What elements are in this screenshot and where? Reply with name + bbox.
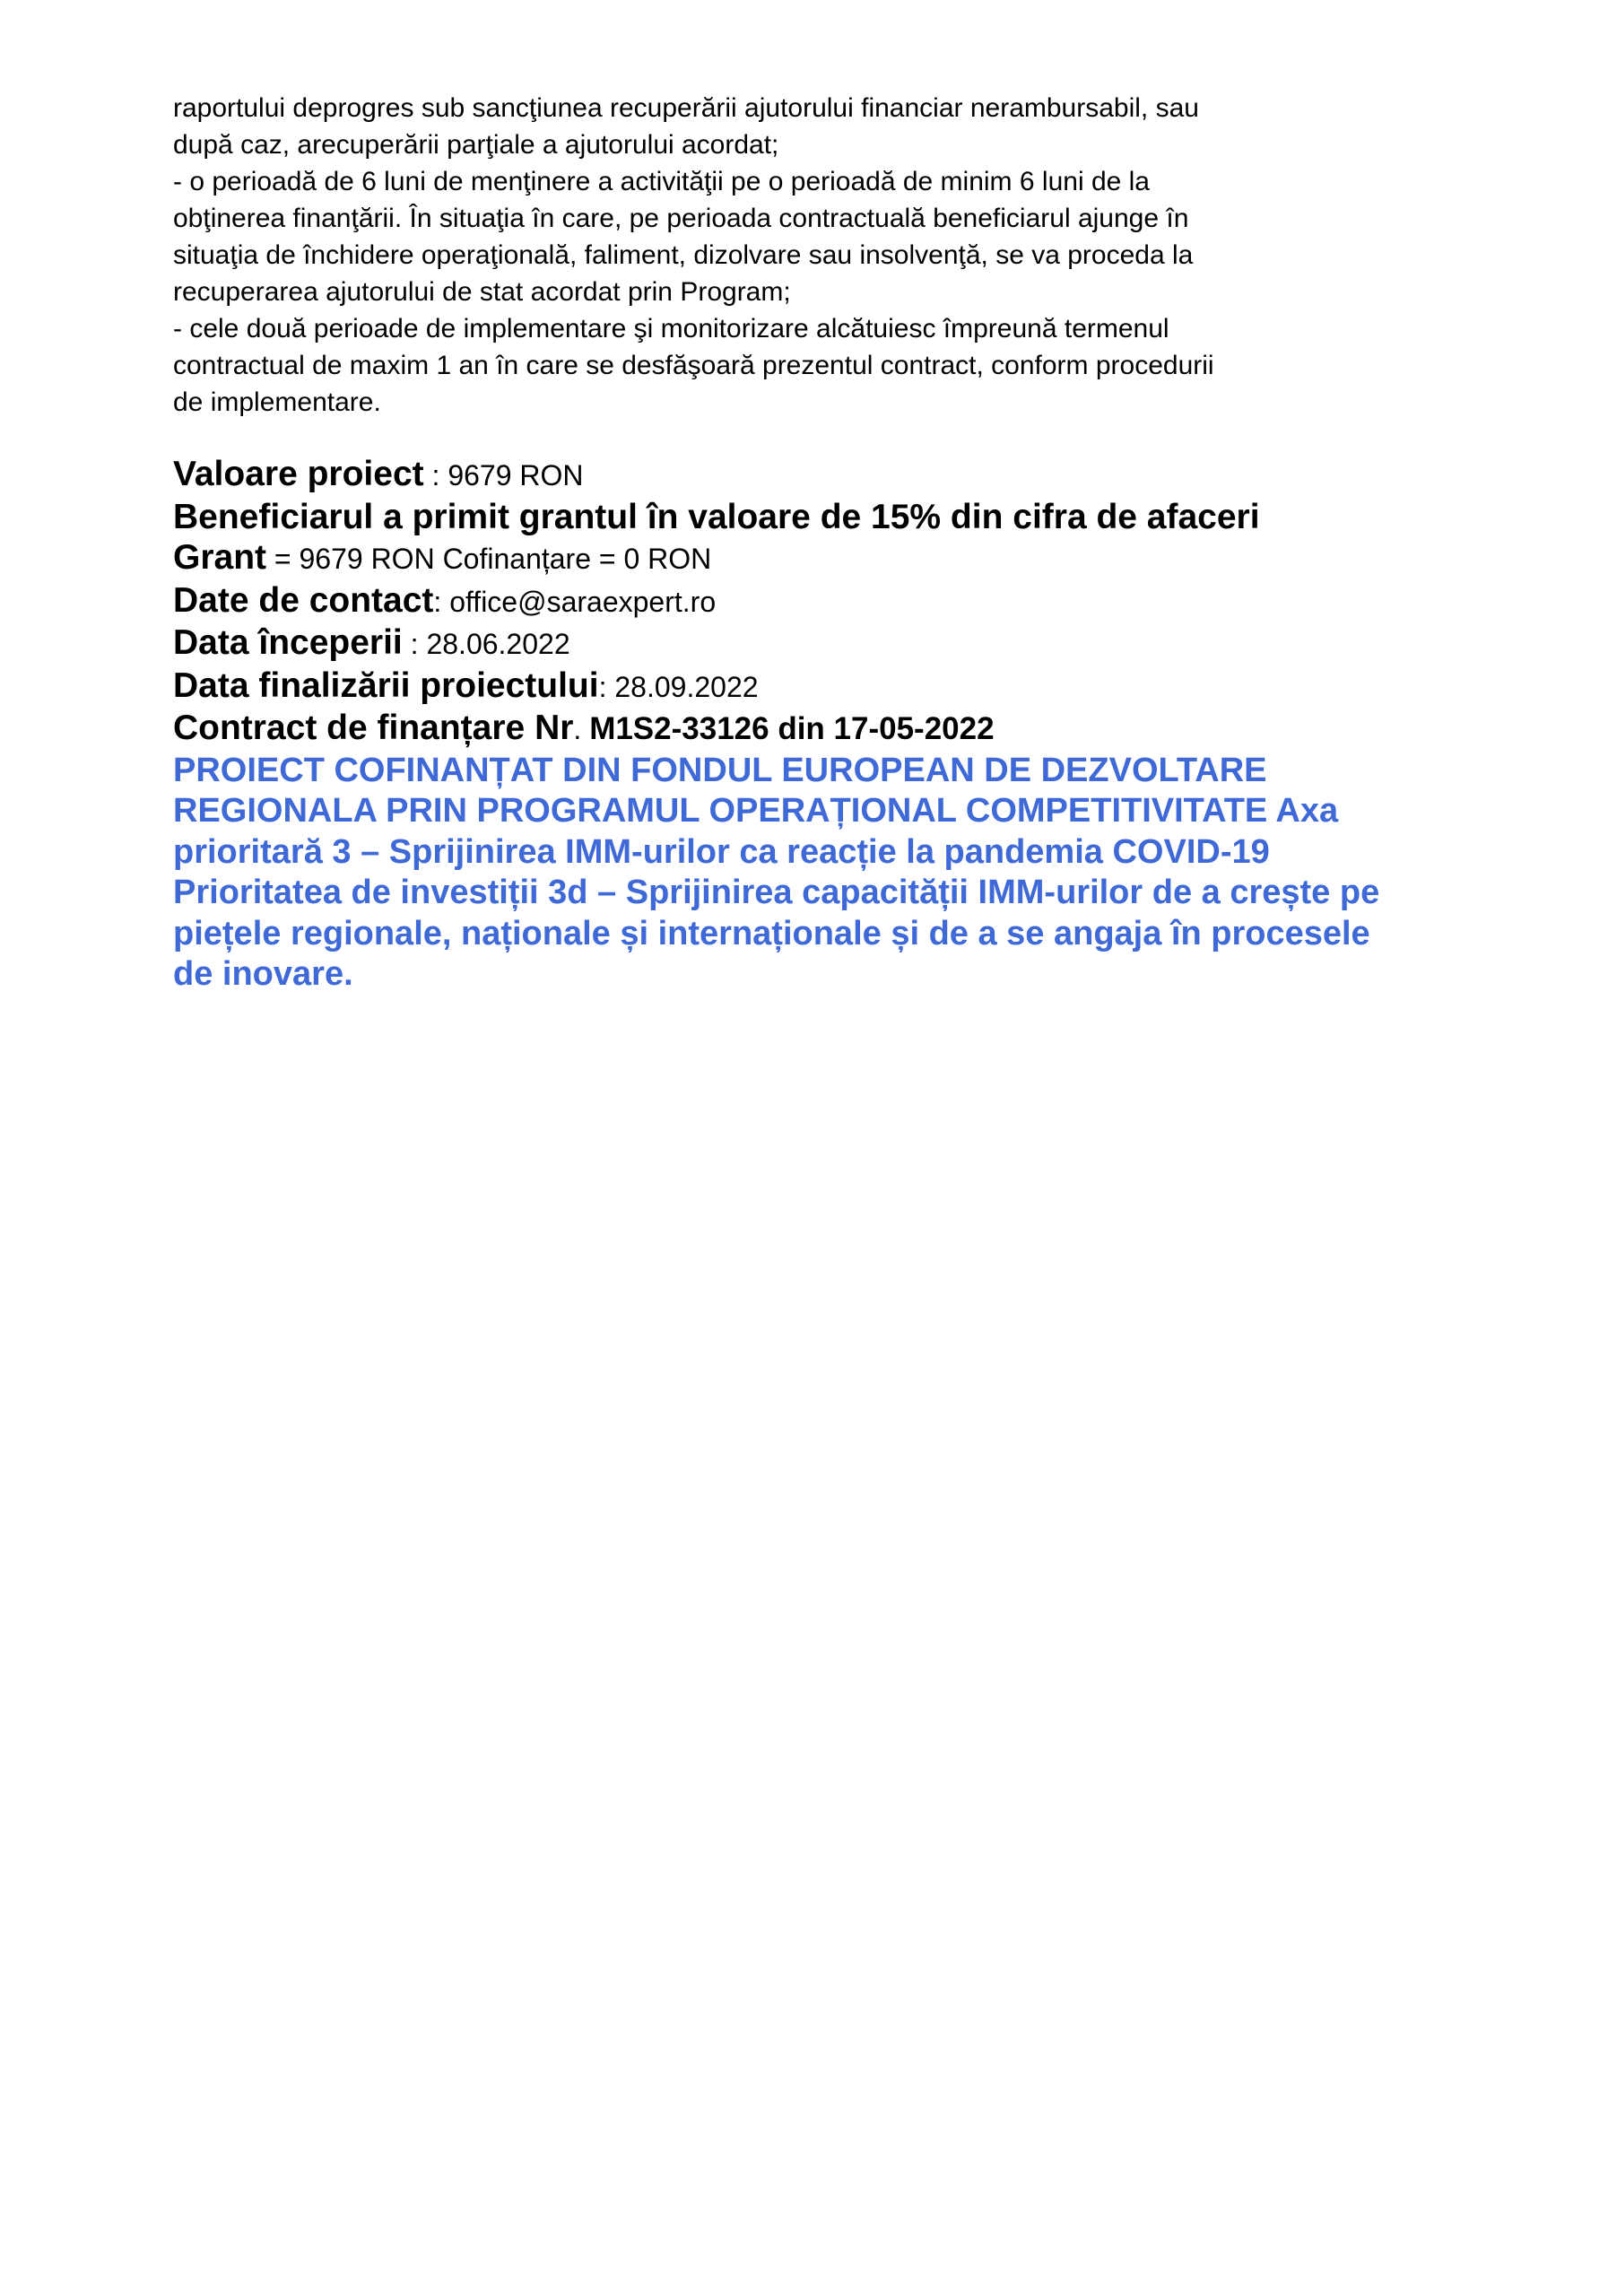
contact-line [173, 580, 1500, 623]
grant-label: Grant [173, 538, 267, 577]
grant-amount: = 9679 RON Cofinanțare = 0 RON [266, 543, 712, 575]
funding-notice-line: REGIONALA PRIN PROGRAMUL OPERAȚIONAL COMPETITIVITATE Axa [173, 792, 1339, 830]
contract-line [173, 708, 1500, 751]
intro-paragraph-line: obţinerea finanţării. În situaţia în care, pe perioada contractuală beneficiarul ajunge în [173, 204, 1189, 233]
end-date-value: : 28.09.2022 [598, 670, 759, 703]
start-date-value: : 28.06.2022 [402, 628, 570, 660]
project-value-amount: : 9679 RON [423, 459, 584, 491]
intro-paragraph-line: după caz, arecuperării parţiale a ajutorului acordat; [173, 130, 779, 160]
contact-email: : office@saraexpert.ro [433, 585, 717, 618]
intro-paragraph [173, 90, 1500, 421]
funding-notice-line: prioritară 3 – Sprijinirea IMM-urilor ca reacție la pandemia COVID-19 [173, 832, 1270, 871]
contract-label: Contract de finanțare Nr [173, 709, 574, 747]
contract-number: M1S2-33126 din 17-05-2022 [589, 711, 995, 746]
intro-paragraph-line: - o perioadă de 6 luni de menţinere a activităţii pe o perioadă de minim 6 luni de la [173, 167, 1150, 196]
project-value-line [173, 454, 1500, 497]
grant-line [173, 537, 1500, 580]
beneficiary-grant-line [173, 497, 1500, 538]
project-details [173, 454, 1500, 751]
intro-paragraph-line: contractual de maxim 1 an în care se desfăşoară prezentul contract, conform procedurii [173, 351, 1214, 380]
intro-paragraph-line: de implementare. [173, 387, 381, 417]
funding-notice [173, 751, 1500, 996]
funding-notice-line: piețele regionale, naționale și internaționale și de a se angaja în procesele [173, 914, 1370, 952]
intro-paragraph-line: situaţia de închidere operaţională, faliment, dizolvare sau insolvenţă, se va proceda la [173, 240, 1194, 270]
project-value-label: Valoare proiect [173, 455, 424, 493]
start-date-label: Data începerii [173, 623, 403, 662]
funding-notice-line: PROIECT COFINANȚAT DIN FONDUL EUROPEAN DE DEZVOLTARE [173, 751, 1267, 789]
end-date-line [173, 665, 1500, 709]
start-date-line [173, 622, 1500, 665]
funding-notice-line: de inovare. [173, 955, 353, 993]
funding-notice-line: Prioritatea de investiții 3d – Sprijinirea capacității IMM-urilor de a crește pe [173, 874, 1380, 911]
beneficiary-grant-text: Beneficiarul a primit grantul în valoare de 15% din cifra de afaceri [173, 497, 1260, 536]
project-info [173, 454, 1500, 996]
intro-paragraph-line: - cele două perioade de implementare şi monitorizare alcătuiesc împreună termenul [173, 314, 1169, 344]
intro-paragraph-line: recuperarea ajutorului de stat acordat prin Program; [173, 277, 791, 307]
contract-separator: . [573, 713, 590, 745]
end-date-label: Data finalizării proiectului [173, 665, 599, 705]
contact-label: Date de contact [173, 580, 434, 620]
intro-paragraph-line: raportului deprogres sub sancţiunea recuperării ajutorului financiar nerambursabil, sau [173, 93, 1199, 123]
